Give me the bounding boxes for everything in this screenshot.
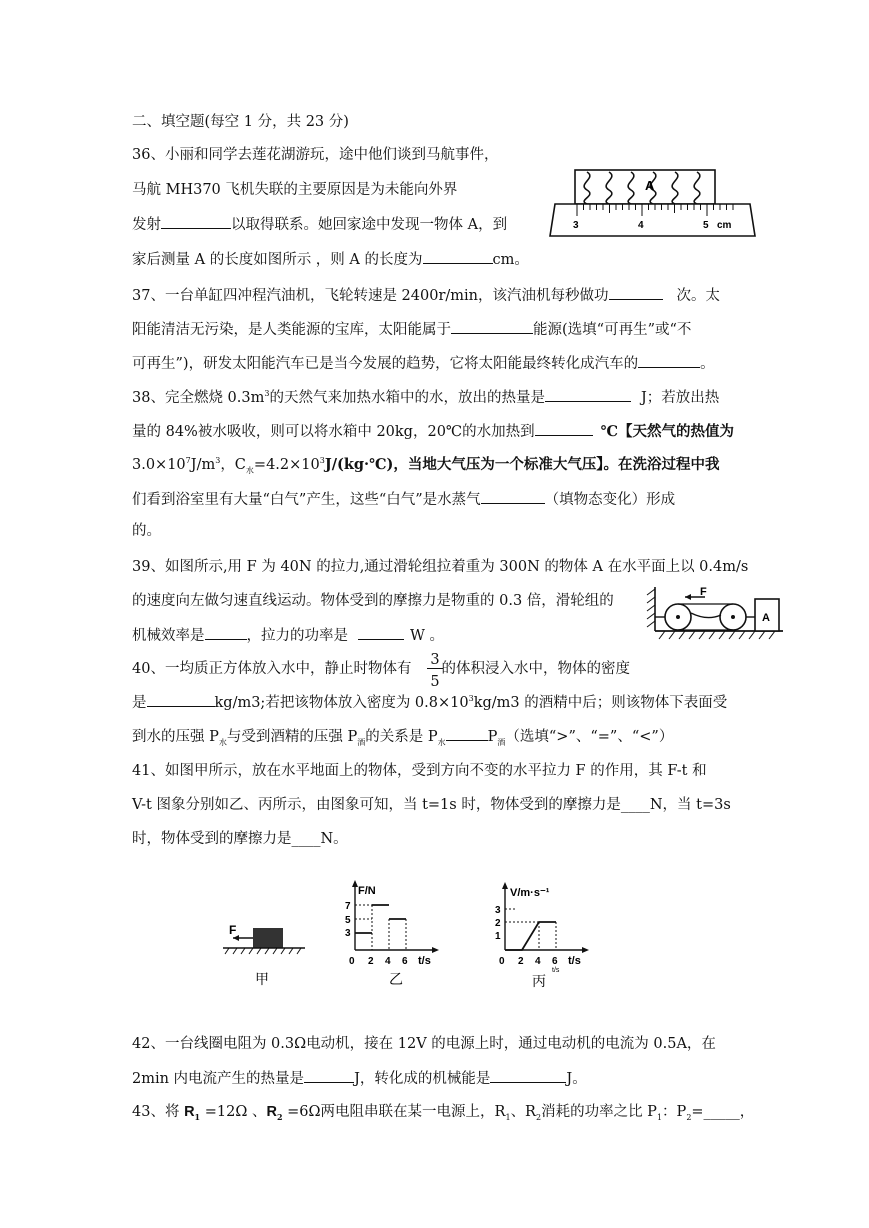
- q42-text: 2min 内电流产生的热量是: [132, 1071, 305, 1087]
- guide-lines: [355, 905, 406, 950]
- ground-hatch: [659, 631, 775, 639]
- subscript: 2: [686, 1112, 692, 1122]
- figure-caption: 甲: [255, 972, 269, 988]
- answer-blank[interactable]: [609, 285, 663, 300]
- answer-blank[interactable]: [545, 387, 631, 402]
- q38-text: J/(kg·℃)，当地大气压为一个标准大气压】。在洗浴过程中我: [324, 456, 720, 473]
- q40-text: 到水的压强 P: [132, 729, 219, 745]
- answer-blank[interactable]: [423, 249, 493, 264]
- q43-text: ：P: [662, 1104, 687, 1120]
- q43-text: =_____，: [691, 1104, 755, 1120]
- q37-line3: [132, 353, 715, 374]
- x-tick-label: 0: [499, 956, 505, 967]
- y-tick-label: 5: [345, 915, 351, 926]
- fig-yi: [345, 880, 439, 988]
- ruler-unit-label: cm: [717, 220, 732, 231]
- q40-text: 与受到酒精的压强 P: [226, 729, 358, 745]
- q36-line3: [132, 214, 507, 235]
- q38-text: 的天然气来加热水箱中的水，放出的热量是: [269, 390, 545, 406]
- q37-line1: [132, 285, 720, 306]
- q40-text: 的关系是 P: [365, 729, 438, 745]
- arrow-head: [685, 594, 691, 600]
- wall-hatch: [647, 589, 655, 627]
- q40-text: P: [487, 729, 498, 745]
- q39-line2: 的速度向左做匀速直线运动。物体受到的摩擦力是物重的 0.3 倍，滑轮组的: [132, 593, 614, 609]
- guide-lines: [505, 909, 556, 950]
- superscript: 3: [215, 456, 221, 466]
- subscript: 酒: [357, 737, 366, 747]
- y-tick-label: 3: [345, 928, 351, 939]
- q36-text: 家后测量 A 的长度如图所示 ，则 A 的长度为: [132, 252, 423, 268]
- q38-line1: [132, 387, 719, 408]
- superscript: 3: [319, 456, 325, 466]
- answer-blank[interactable]: [481, 489, 545, 504]
- q43-text: 43、将: [132, 1104, 185, 1120]
- object-a-label: A: [762, 612, 770, 624]
- answer-blank[interactable]: [535, 421, 593, 436]
- q38-text: （填物态变化）形成: [544, 492, 676, 508]
- q40-line2: [132, 692, 727, 713]
- fraction-denominator: 5: [430, 674, 440, 690]
- q36-line1: 36、小丽和同学去莲花湖游玩，途中他们谈到马航事件，: [132, 147, 499, 163]
- q38-text: J/m: [190, 457, 216, 473]
- ruler-tick-label: 4: [638, 220, 644, 231]
- q36-text: 以取得联系。她回家途中发现一物体 A，到: [231, 217, 508, 233]
- q40-line3: [132, 726, 673, 747]
- q36-text: 发射: [132, 217, 161, 233]
- q38-line5: 的。: [132, 523, 161, 539]
- q36-line2: 马航 MH370 飞机失联的主要原因是为未能向外界: [132, 182, 458, 198]
- x-tick-label: 0: [349, 956, 355, 967]
- q38-text: 38、完全燃烧 0.3m: [132, 390, 265, 406]
- fig-bing: [495, 882, 589, 990]
- subscript: 酒: [497, 737, 506, 747]
- answer-blank[interactable]: [638, 353, 700, 368]
- stray-mark: t/s: [552, 967, 560, 974]
- pulley-axle: [676, 615, 680, 619]
- subscript: 水: [218, 737, 227, 747]
- ruler-tick-label: 5: [703, 220, 709, 231]
- x-tick-label: 2: [368, 956, 374, 967]
- x-tick-label: 6: [552, 956, 558, 967]
- x-tick-label: 4: [535, 956, 541, 967]
- q38-text: 量的 84%被水吸收，则可以将水箱中 20kg，20℃的水加热到: [132, 424, 535, 440]
- superscript: 3: [264, 389, 270, 399]
- ruler-tick-label: 3: [573, 220, 579, 231]
- q40-text: kg/m3;若把该物体放入密度为 0.8×10: [214, 695, 469, 711]
- q41-line2: V-t 图象分别如乙、丙所示，由图象可知，当 t=1s 时，物体受到的摩擦力是____N，当 t=3s: [132, 797, 731, 813]
- q40-text: kg/m3 的酒精中后；则该物体下表面受: [473, 695, 728, 711]
- q40-text: （选填“>”、“=”、“<”）: [505, 729, 674, 745]
- resistor-r1: R: [184, 1104, 195, 1120]
- resistor-r2: R: [266, 1104, 277, 1120]
- y-tick-label: 7: [345, 901, 351, 912]
- pulley-figure: [645, 585, 785, 645]
- q37-text: 。: [700, 356, 715, 372]
- q39-line3: [132, 625, 444, 646]
- q42-text: J。: [566, 1071, 587, 1087]
- answer-blank[interactable]: [147, 692, 215, 707]
- subscript: 1: [656, 1112, 663, 1122]
- q37-line2: [132, 319, 691, 340]
- q38-text: J；若放出热: [640, 390, 720, 406]
- q38-text: ，C: [220, 457, 246, 473]
- q39-text: 机械效率是: [132, 628, 205, 644]
- q38-line3: [132, 455, 720, 475]
- q38-text: 3.0×10: [132, 457, 186, 473]
- x-tick-label: 4: [385, 956, 391, 967]
- figure-caption: 乙: [389, 972, 403, 988]
- subscript: 1: [505, 1112, 511, 1122]
- answer-blank[interactable]: [446, 726, 488, 741]
- force-label: F: [229, 923, 237, 937]
- ruler-figure: [545, 168, 760, 240]
- q40-text: 40、一均质正方体放入水中，静止时物体有: [132, 661, 412, 677]
- q37-text: 阳能清洁无污染，是人类能源的宝库，太阳能属于: [132, 322, 451, 338]
- q40-line1: [132, 659, 630, 679]
- q43-text: 、R: [510, 1104, 536, 1120]
- q41-line3: 时，物体受到的摩擦力是____N。: [132, 831, 348, 847]
- arrow-head: [432, 947, 439, 953]
- pulley-axle: [731, 615, 735, 619]
- subscript: 水: [245, 465, 254, 475]
- q39-text: W 。: [410, 628, 445, 644]
- q41-figures: [215, 870, 605, 995]
- answer-blank[interactable]: [358, 625, 404, 640]
- arrow-head: [502, 882, 508, 889]
- q36-line4: [132, 249, 529, 270]
- y-axis-label: V/m·s⁻¹: [510, 887, 550, 899]
- answer-blank[interactable]: [161, 214, 231, 229]
- block: [253, 928, 283, 948]
- fig-jia: [223, 923, 305, 988]
- q38-text: 们看到浴室里有大量“白气”产生，这些“白气”是水蒸气: [132, 492, 481, 508]
- arrow-head: [582, 947, 589, 953]
- x-tick-label: 6: [402, 956, 408, 967]
- section-title: 二、填空题(每空 1 分，共 23 分): [132, 114, 349, 130]
- subscript: 1: [194, 1111, 201, 1122]
- q37-text: 37、一台单缸四冲程汽油机，飞轮转速是 2400r/min，该汽油机每秒做功: [132, 288, 609, 304]
- answer-blank[interactable]: [304, 1068, 354, 1083]
- force-label: F: [700, 586, 707, 598]
- subscript: 2: [276, 1111, 283, 1122]
- q38-text: ℃【天然气的热值为: [600, 423, 735, 440]
- q43-text: 消耗的功率之比 P: [541, 1104, 657, 1120]
- y-axis-label: F/N: [358, 885, 376, 897]
- subscript: 水: [437, 737, 446, 747]
- q36-text: cm。: [492, 252, 529, 268]
- q42-line2: [132, 1068, 587, 1089]
- q38-line4: [132, 489, 675, 510]
- q39-text: ，拉力的功率是: [246, 628, 348, 644]
- q37-text: 次。太: [676, 288, 721, 304]
- q38-line2: [132, 421, 734, 442]
- superscript: 7: [185, 456, 191, 466]
- velocity-plot-line: [505, 922, 556, 950]
- force-plot-line: [355, 905, 406, 933]
- q38-text: =4.2×10: [253, 457, 320, 473]
- q37-text: 能源(选填“可再生”或“不: [533, 322, 692, 338]
- q42-line1: 42、一台线圈电阻为 0.3Ω电动机，接在 12V 的电源上时，通过电动机的电流为 0.5A，在: [132, 1036, 716, 1052]
- y-tick-label: 2: [495, 918, 501, 929]
- answer-blank[interactable]: [205, 625, 247, 640]
- x-axis-label: t/s: [418, 955, 431, 967]
- fraction-numerator: 3: [427, 652, 443, 669]
- figure-caption: 丙: [532, 974, 546, 990]
- q40-text: 的体积浸入水中，物体的密度: [441, 661, 630, 677]
- object-a-label: A: [645, 178, 655, 193]
- x-axis-label: t/s: [568, 955, 581, 967]
- answer-blank[interactable]: [451, 319, 533, 334]
- q43-line1: [132, 1102, 754, 1122]
- q39-line1: 39、如图所示,用 F 为 40N 的拉力,通过滑轮组拉着重为 300N 的物体 A 在水平面上以 0.4m/s: [132, 559, 749, 575]
- q43-text: =6Ω两电阻串联在某一电源上，R: [282, 1104, 506, 1120]
- q41-line1: 41、如图甲所示，放在水平地面上的物体，受到方向不变的水平拉力 F 的作用，其 F-t 和: [132, 763, 707, 779]
- subscript: 2: [535, 1112, 542, 1122]
- q43-text: =12Ω 、: [200, 1104, 267, 1120]
- x-tick-label: 2: [518, 956, 524, 967]
- q37-text: 可再生”)，研发太阳能汽车已是当今发展的趋势，它将太阳能最终转化成汽车的: [132, 356, 639, 372]
- ground-hatch: [225, 948, 301, 954]
- q42-text: J，转化成的机械能是: [354, 1071, 491, 1087]
- rope: [691, 613, 721, 618]
- answer-blank[interactable]: [490, 1068, 566, 1083]
- q40-text: 是: [132, 695, 147, 711]
- y-tick-label: 1: [495, 931, 501, 942]
- superscript: 3: [468, 694, 474, 704]
- y-tick-label: 3: [495, 905, 501, 916]
